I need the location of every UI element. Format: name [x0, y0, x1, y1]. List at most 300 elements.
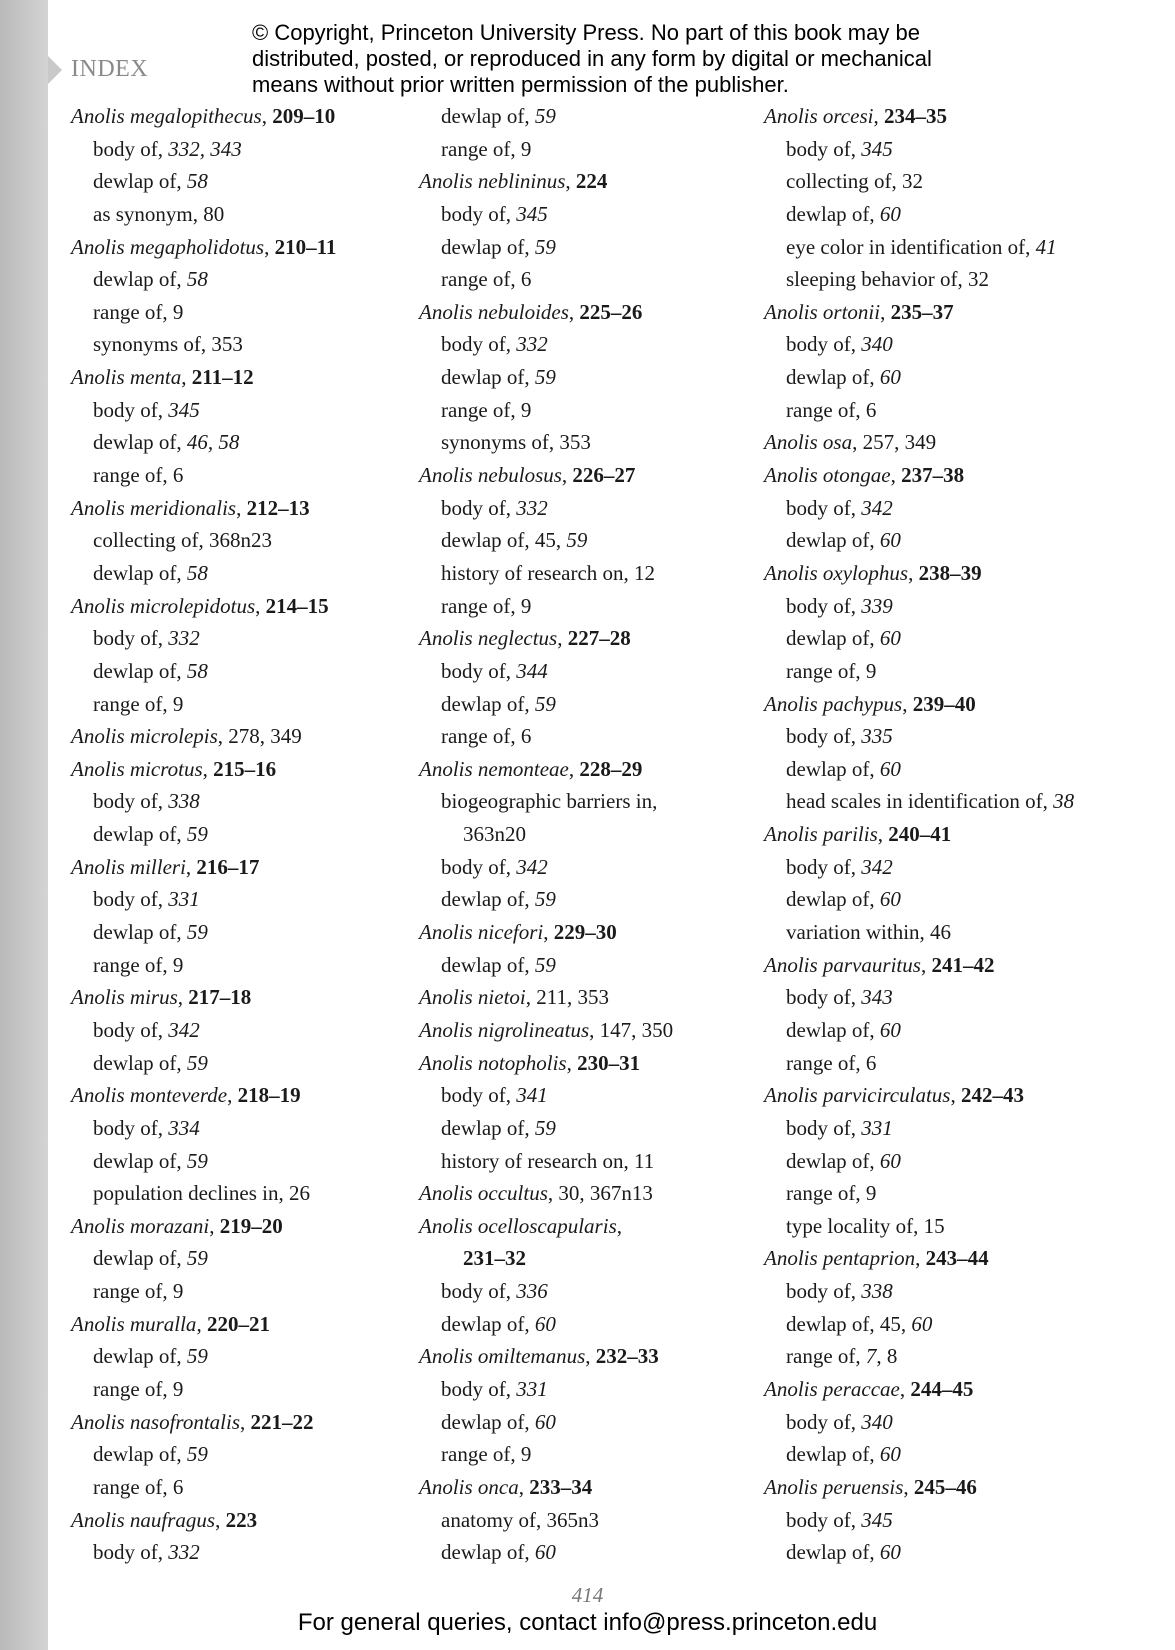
subentry-text: dewlap of, 45, — [441, 528, 567, 553]
subentry-text: dewlap of, — [441, 365, 535, 390]
subentry-text: range of, — [786, 1344, 866, 1369]
subentry-illustration-pages: 60 — [534, 1311, 556, 1336]
index-subentry — [71, 688, 336, 721]
index-entry: Anolis pachypus, 239–40 — [764, 691, 976, 716]
entry-species-name: Anolis nicefori — [419, 920, 544, 945]
entry-main-pages: 211–12 — [191, 365, 254, 390]
entry-species-name: Anolis morazani — [71, 1213, 210, 1238]
index-subentry — [764, 133, 1074, 166]
entry-main-pages: 229–30 — [553, 920, 617, 945]
index-subentry — [71, 394, 336, 427]
index-subentry — [71, 1112, 336, 1145]
subentry-text: dewlap of, — [93, 430, 187, 455]
entry-species-name: Anolis nemonteae — [419, 756, 569, 781]
index-entry: Anolis onca, 233–34 — [419, 1474, 593, 1499]
subentry-text: range of, 9 — [441, 593, 532, 618]
index-subentry — [764, 328, 1074, 361]
subentry-text: dewlap of, — [441, 1311, 535, 1336]
index-subentry — [419, 785, 673, 818]
subentry-text: population declines in, 26 — [93, 1181, 310, 1206]
entry-species-name: Anolis ortonii — [764, 299, 881, 324]
subentry-text: 363n20 — [463, 822, 526, 847]
index-subentry — [764, 1177, 1074, 1210]
index-subentry — [419, 851, 673, 884]
subentry-text: body of, — [441, 854, 517, 879]
entry-pages: 147, 350 — [599, 1017, 674, 1042]
index-subentry — [764, 1536, 1074, 1569]
index-entry: Anolis nicefori, 229–30 — [419, 920, 617, 945]
entry-main-pages: 227–28 — [567, 626, 631, 651]
subentry-illustration-pages: 342 — [861, 495, 893, 520]
index-subentry — [419, 492, 673, 525]
running-head: INDEX — [71, 56, 149, 82]
subentry-text: body of, — [441, 1279, 517, 1304]
index-entry: Anolis oxylophus, 238–39 — [764, 560, 982, 585]
subentry-illustration-pages: 331 — [168, 887, 200, 912]
index-entry: Anolis nigrolineatus, 147, 350 — [419, 1017, 674, 1042]
subentry-illustration-pages: 332 — [168, 626, 200, 651]
entry-main-pages: 215–16 — [213, 756, 277, 781]
index-entry: Anolis megapholidotus, 210–11 — [71, 234, 337, 259]
index-entry: Anolis otongae, 237–38 — [764, 463, 965, 488]
index-subentry — [764, 1308, 1074, 1341]
index-subentry — [71, 949, 336, 982]
subentry-illustration-pages: 59 — [534, 234, 556, 259]
index-subentry — [764, 361, 1074, 394]
index-entry — [419, 1210, 673, 1243]
subentry-illustration-pages: 60 — [879, 1540, 901, 1565]
subentry-text: body of, — [93, 136, 169, 161]
index-subentry — [419, 133, 673, 166]
entry-main-pages: 241–42 — [931, 952, 995, 977]
subentry-text: body of, — [786, 854, 862, 879]
entry-main-pages: 232–33 — [595, 1344, 659, 1369]
subentry-illustration-pages: 59 — [534, 365, 556, 390]
index-subentry — [764, 1047, 1074, 1080]
subentry-text: range of, 6 — [93, 463, 184, 488]
subentry-illustration-pages: 59 — [534, 691, 556, 716]
subentry-text: range of, 9 — [93, 1376, 184, 1401]
index-subentry — [71, 557, 336, 590]
index-subentry — [419, 557, 673, 590]
subentry-text: body of, — [786, 593, 862, 618]
subentry-text: body of, — [786, 332, 862, 357]
index-subentry — [71, 1047, 336, 1080]
entry-main-pages: 245–46 — [913, 1474, 977, 1499]
subentry-illustration-pages: 60 — [879, 626, 901, 651]
entry-species-name: Anolis neglectus — [419, 626, 558, 651]
index-entry: Anolis parvicirculatus, 242–43 — [764, 1083, 1024, 1108]
subentry-text: range of, 9 — [93, 952, 184, 977]
subentry-illustration-pages: 345 — [516, 201, 548, 226]
index-subentry — [419, 1308, 673, 1341]
subentry-text: dewlap of, — [786, 1442, 880, 1467]
subentry-text: biogeographic barriers in, — [441, 789, 658, 814]
subentry-illustration-pages: 345 — [861, 136, 893, 161]
index-continuation — [419, 818, 673, 851]
subentry-text: dewlap of, — [441, 1115, 535, 1140]
subentry-text: range of, 9 — [93, 691, 184, 716]
index-subentry — [764, 1406, 1074, 1439]
subentry-illustration-pages: 60 — [879, 887, 901, 912]
subentry-text: body of, — [93, 1017, 169, 1042]
subentry-illustration-pages: 60 — [534, 1540, 556, 1565]
subentry-illustration-pages: 60 — [911, 1311, 933, 1336]
subentry-text: synonyms of, 353 — [441, 430, 591, 455]
index-entry: Anolis megalopithecus, 209–10 — [71, 104, 336, 128]
index-subentry — [71, 328, 336, 361]
subentry-illustration-pages: 59 — [186, 1050, 208, 1075]
entry-main-pages: 238–39 — [918, 560, 982, 585]
entry-main-pages: 217–18 — [188, 985, 252, 1010]
index-column-3 — [764, 100, 1074, 1569]
subentry-illustration-pages: 59 — [534, 104, 556, 128]
entry-main-pages: 224 — [575, 169, 608, 194]
subentry-text: sleeping behavior of, 32 — [786, 267, 989, 292]
subentry-text: dewlap of, — [93, 658, 187, 683]
subentry-text: dewlap of, — [786, 528, 880, 553]
index-entry: Anolis menta, 211–12 — [71, 365, 254, 390]
index-subentry — [764, 1014, 1074, 1047]
subentry-text: collecting of, 368n23 — [93, 528, 273, 553]
subentry-text: body of, — [93, 1115, 169, 1140]
entry-main-pages: 233–34 — [529, 1474, 593, 1499]
subentry-text: eye color in identification of, — [786, 234, 1036, 259]
subentry-illustration-pages: 338 — [168, 789, 200, 814]
index-subentry — [419, 1373, 673, 1406]
subentry-illustration-pages: 336 — [516, 1279, 548, 1304]
index-subentry — [71, 1438, 336, 1471]
entry-main-pages: 214–15 — [265, 593, 329, 618]
subentry-text: dewlap of, — [93, 169, 187, 194]
entry-pages: 30, 367n13 — [558, 1181, 653, 1206]
index-subentry — [71, 198, 336, 231]
subentry-text: range of, 9 — [441, 397, 532, 422]
subentry-illustration-pages: 342 — [516, 854, 548, 879]
entry-species-name: Anolis osa — [764, 430, 853, 455]
index-entry: Anolis nasofrontalis, 221–22 — [71, 1409, 314, 1434]
index-entry: Anolis nemonteae, 228–29 — [419, 756, 643, 781]
subentry-illustration-pages: 60 — [879, 756, 901, 781]
index-subentry — [419, 426, 673, 459]
entry-species-name: Anolis parilis — [764, 822, 878, 847]
copyright-line: distributed, posted, or reproduced in any form by digital or mechanical — [252, 46, 932, 71]
entry-main-pages: 237–38 — [901, 463, 965, 488]
subentry-illustration-pages: 59 — [534, 952, 556, 977]
index-entry: Anolis neglectus, 227–28 — [419, 626, 631, 651]
index-subentry — [419, 361, 673, 394]
index-subentry — [419, 100, 673, 133]
index-subentry — [71, 1340, 336, 1373]
subentry-text: dewlap of, — [786, 887, 880, 912]
entry-main-pages: 243–44 — [925, 1246, 989, 1271]
index-entry: Anolis muralla, 220–21 — [71, 1311, 270, 1336]
entry-species-name: Anolis nebuloides — [419, 299, 569, 324]
copyright-line: © Copyright, Princeton University Press. No part of this book may be — [252, 20, 920, 45]
index-subentry — [419, 231, 673, 264]
entry-main-pages: 226–27 — [572, 463, 636, 488]
index-entry: Anolis peruensis, 245–46 — [764, 1474, 977, 1499]
entry-species-name: Anolis peruensis — [764, 1474, 904, 1499]
entry-species-name: Anolis oxylophus — [764, 560, 909, 585]
subentry-illustration-pages: 335 — [861, 724, 893, 749]
index-subentry — [419, 720, 673, 753]
subentry-text: dewlap of, — [441, 1540, 535, 1565]
subentry-text: body of, — [786, 1115, 862, 1140]
subentry-text: dewlap of, — [441, 691, 535, 716]
entry-pages: 211, 353 — [536, 985, 609, 1010]
index-subentry — [419, 263, 673, 296]
index-subentry — [419, 688, 673, 721]
subentry-text: dewlap of, — [93, 822, 187, 847]
index-entry: Anolis omiltemanus, 232–33 — [419, 1344, 659, 1369]
index-entry: Anolis mirus, 217–18 — [71, 985, 252, 1010]
index-subentry — [71, 1275, 336, 1308]
subentry-illustration-pages: 58 — [186, 169, 208, 194]
index-entry: Anolis naufragus, 223 — [71, 1507, 258, 1532]
index-subentry — [71, 1373, 336, 1406]
index-subentry — [71, 916, 336, 949]
entry-punctuation: , — [616, 1213, 622, 1238]
subentry-text: body of, — [441, 1376, 517, 1401]
subentry-illustration-pages: 59 — [186, 1344, 208, 1369]
index-entry: Anolis morazani, 219–20 — [71, 1213, 283, 1238]
index-subentry — [71, 263, 336, 296]
entry-species-name: Anolis ocelloscapularis — [419, 1213, 617, 1238]
entry-species-name: Anolis naufragus — [71, 1507, 216, 1532]
subentry-text: dewlap of, — [441, 952, 535, 977]
footer-contact: For general queries, contact info@press.princeton.edu — [297, 1609, 878, 1636]
entry-species-name: Anolis microtus — [71, 756, 203, 781]
subentry-text: collecting of, 32 — [786, 169, 924, 194]
entry-main-pages: 220–21 — [206, 1311, 270, 1336]
subentry-illustration-pages: 340 — [861, 1409, 893, 1434]
entry-species-name: Anolis nasofrontalis — [71, 1409, 240, 1434]
subentry-text: body of, — [786, 1409, 862, 1434]
index-subentry — [764, 981, 1074, 1014]
subentry-text: variation within, 46 — [786, 920, 952, 945]
entry-species-name: Anolis parvicirculatus — [764, 1083, 951, 1108]
index-subentry — [764, 720, 1074, 753]
subentry-illustration-pages: 334 — [168, 1115, 200, 1140]
subentry-text: dewlap of, — [93, 1050, 187, 1075]
subentry-text: body of, — [93, 789, 169, 814]
subentry-text: body of, — [786, 136, 862, 161]
entry-species-name: Anolis occultus — [419, 1181, 548, 1206]
index-subentry — [419, 1406, 673, 1439]
entry-species-name: Anolis omiltemanus — [419, 1344, 586, 1369]
subentry-text: as synonym, 80 — [93, 201, 225, 226]
index-subentry — [419, 1112, 673, 1145]
index-subentry — [71, 883, 336, 916]
entry-main-pages: 230–31 — [577, 1050, 641, 1075]
subentry-illustration-pages: 59 — [186, 1442, 208, 1467]
index-entry: Anolis orcesi, 234–35 — [764, 104, 947, 128]
subentry-text: dewlap of, — [441, 887, 535, 912]
index-subentry — [71, 1177, 336, 1210]
index-subentry — [419, 1438, 673, 1471]
index-subentry — [764, 622, 1074, 655]
subentry-text: range of, 6 — [786, 397, 877, 422]
subentry-illustration-pages: 7 — [865, 1344, 877, 1369]
subentry-text: body of, — [786, 1507, 862, 1532]
subentry-text: dewlap of, — [93, 1148, 187, 1173]
subentry-illustration-pages: 60 — [879, 1017, 901, 1042]
index-subentry — [764, 1210, 1074, 1243]
index-subentry — [71, 1242, 336, 1275]
index-subentry — [71, 459, 336, 492]
entry-species-name: Anolis otongae — [764, 463, 891, 488]
index-entry: Anolis microlepidotus, 214–15 — [71, 593, 329, 618]
entry-species-name: Anolis mirus — [71, 985, 178, 1010]
index-entry: Anolis notopholis, 230–31 — [419, 1050, 641, 1075]
entry-species-name: Anolis pentaprion — [764, 1246, 916, 1271]
entry-main-pages: 225–26 — [579, 299, 643, 324]
subentry-illustration-pages: 38 — [1053, 789, 1075, 814]
subentry-illustration-pages: 59 — [186, 1148, 208, 1173]
subentry-text: body of, — [441, 332, 517, 357]
subentry-text: dewlap of, — [786, 1148, 880, 1173]
subentry-text: range of, 9 — [441, 136, 532, 161]
index-subentry — [764, 785, 1074, 818]
entry-species-name: Anolis megapholidotus — [71, 234, 265, 259]
subentry-illustration-pages: 332, 343 — [168, 136, 242, 161]
subentry-text: range of, 6 — [786, 1050, 877, 1075]
entry-species-name: Anolis orcesi — [764, 104, 874, 128]
entry-species-name: Anolis meridionalis — [71, 495, 237, 520]
index-subentry — [764, 394, 1074, 427]
subentry-text: dewlap of, — [93, 1344, 187, 1369]
index-column-2 — [419, 100, 673, 1569]
subentry-text: dewlap of, — [786, 1017, 880, 1042]
subentry-text: range of, 9 — [786, 658, 877, 683]
subentry-text: dewlap of, — [441, 104, 535, 128]
subentry-illustration-pages: 339 — [861, 593, 893, 618]
index-entry: Anolis meridionalis, 212–13 — [71, 495, 310, 520]
index-subentry — [71, 1471, 336, 1504]
subentry-illustration-pages: 343 — [861, 985, 893, 1010]
index-subentry — [419, 1504, 673, 1537]
index-subentry — [71, 655, 336, 688]
index-entry: Anolis nebuloides, 225–26 — [419, 299, 643, 324]
index-entry: Anolis peraccae, 244–45 — [764, 1376, 974, 1401]
subentry-text: body of, — [441, 201, 517, 226]
subentry-text: body of, — [786, 985, 862, 1010]
index-entry: Anolis pentaprion, 243–44 — [764, 1246, 989, 1271]
entry-species-name: Anolis microlepis — [71, 724, 218, 749]
index-subentry — [764, 883, 1074, 916]
index-column-1 — [71, 100, 336, 1569]
entry-species-name: Anolis megalopithecus — [71, 104, 262, 128]
entry-species-name: Anolis nigrolineatus — [419, 1017, 590, 1042]
subentry-text: dewlap of, — [93, 920, 187, 945]
subentry-text: body of, — [93, 397, 169, 422]
subentry-illustration-pages: 331 — [516, 1376, 548, 1401]
index-continuation — [419, 1242, 673, 1275]
entry-main-pages: 231–32 — [463, 1246, 526, 1271]
index-subentry — [419, 590, 673, 623]
subentry-text: range of, 9 — [441, 1442, 532, 1467]
index-subentry — [764, 231, 1074, 264]
subentry-illustration-pages: 59 — [566, 528, 588, 553]
index-subentry — [764, 1504, 1074, 1537]
subentry-text: dewlap of, — [786, 365, 880, 390]
subentry-text: dewlap of, — [93, 1246, 187, 1271]
subentry-text: body of, — [786, 495, 862, 520]
index-subentry — [419, 1079, 673, 1112]
index-subentry — [71, 133, 336, 166]
subentry-text: dewlap of, — [93, 1442, 187, 1467]
index-subentry — [764, 263, 1074, 296]
subentry-text: synonyms of, 353 — [93, 332, 243, 357]
subentry-text: type locality of, 15 — [786, 1213, 945, 1238]
side-tab-bar — [0, 0, 48, 1650]
subentry-illustration-pages: 342 — [168, 1017, 200, 1042]
subentry-text: range of, 9 — [786, 1181, 877, 1206]
entry-main-pages: 210–11 — [274, 234, 337, 259]
subentry-illustration-pages: 344 — [516, 658, 548, 683]
entry-main-pages: 218–19 — [237, 1083, 301, 1108]
index-subentry — [419, 883, 673, 916]
subentry-illustration-pages: 332 — [516, 332, 548, 357]
subentry-illustration-pages: 345 — [861, 1507, 893, 1532]
entry-main-pages: 240–41 — [888, 822, 952, 847]
entry-species-name: Anolis monteverde — [71, 1083, 228, 1108]
index-entry: Anolis neblininus, 224 — [419, 169, 608, 194]
subentry-text: body of, — [93, 626, 169, 651]
entry-main-pages: 223 — [225, 1507, 258, 1532]
subentry-illustration-pages: 342 — [861, 854, 893, 879]
index-subentry — [419, 949, 673, 982]
index-subentry — [419, 198, 673, 231]
copyright-line: means without prior written permission of the publisher. — [252, 72, 789, 97]
subentry-text: head scales in identification of, — [786, 789, 1054, 814]
subentry-text: dewlap of, — [441, 234, 535, 259]
entry-main-pages: 239–40 — [912, 691, 976, 716]
subentry-text: dewlap of, — [786, 756, 880, 781]
entry-main-pages: 242–43 — [960, 1083, 1024, 1108]
entry-species-name: Anolis milleri — [71, 854, 186, 879]
index-subentry — [764, 851, 1074, 884]
subentry-illustration-pages: 59 — [186, 1246, 208, 1271]
index-subentry — [419, 328, 673, 361]
index-subentry — [71, 524, 336, 557]
copyright-notice — [252, 20, 972, 98]
entry-species-name: Anolis pachypus — [764, 691, 903, 716]
entry-main-pages: 235–37 — [890, 299, 954, 324]
subentry-text: body of, — [441, 1083, 517, 1108]
index-subentry — [419, 655, 673, 688]
index-entry: Anolis ortonii, 235–37 — [764, 299, 954, 324]
entry-main-pages: 234–35 — [883, 104, 947, 128]
subentry-illustration-pages: 60 — [879, 1442, 901, 1467]
index-subentry — [764, 1112, 1074, 1145]
entry-main-pages: 212–13 — [246, 495, 310, 520]
subentry-illustration-pages: 331 — [861, 1115, 893, 1140]
subentry-illustration-pages: 332 — [168, 1540, 200, 1565]
entry-main-pages: 209–10 — [272, 104, 336, 128]
index-subentry — [71, 296, 336, 329]
index-entry: Anolis nebulosus, 226–27 — [419, 463, 636, 488]
index-subentry — [419, 394, 673, 427]
entry-species-name: Anolis menta — [71, 365, 182, 390]
subentry-illustration-pages: 60 — [879, 528, 901, 553]
entry-species-name: Anolis nietoi — [419, 985, 526, 1010]
subentry-illustration-pages: 46, 58 — [186, 430, 240, 455]
index-subentry — [71, 818, 336, 851]
subentry-illustration-pages: 60 — [534, 1409, 556, 1434]
subentry-illustration-pages: 341 — [516, 1083, 548, 1108]
